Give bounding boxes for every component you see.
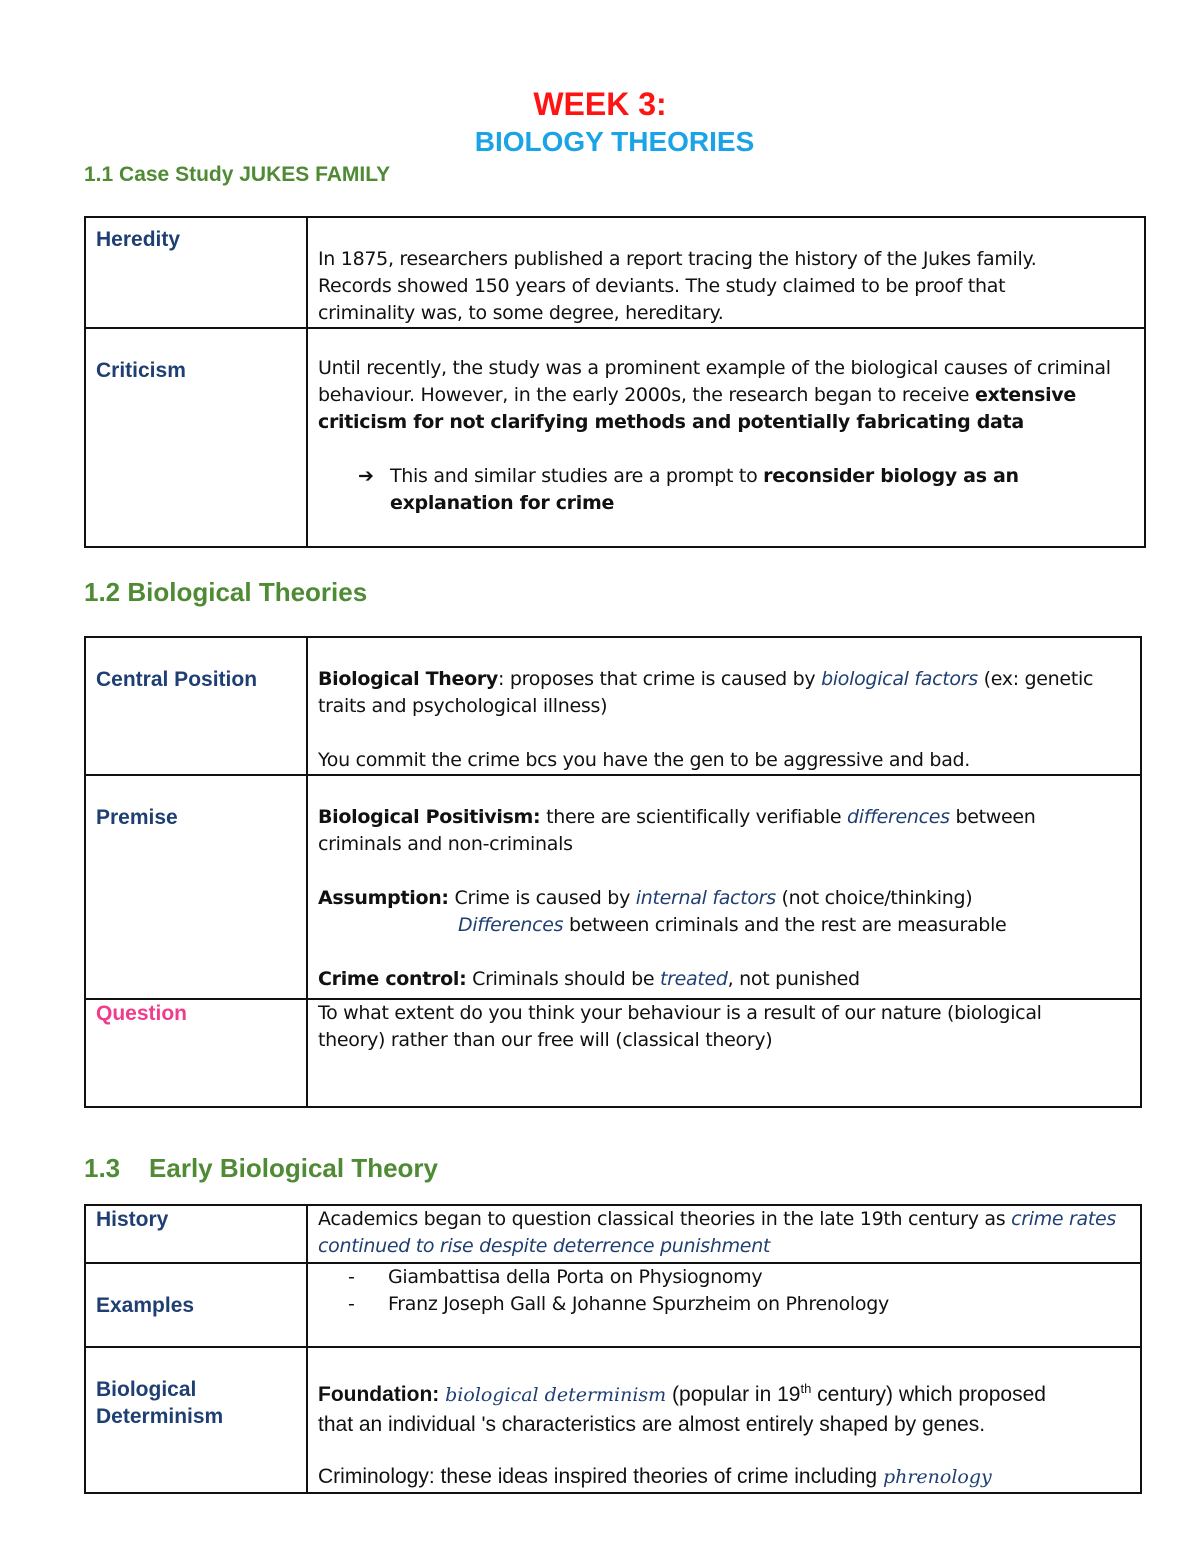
page-subtitle: BIOLOGY THEORIES (474, 126, 755, 157)
text-line: Biological Theory: proposes that crime is caused by biological factors (ex: genetic (318, 668, 1094, 690)
determinism-text (307, 1347, 1141, 1493)
row-label-premise: Premise (85, 775, 307, 999)
table-row (85, 775, 1141, 999)
text-line: that an individual 's characteristics are almost entirely shaped by genes. (318, 1413, 986, 1436)
heredity-text (307, 217, 1145, 328)
table-row (85, 1263, 1141, 1347)
text-line: Assumption: Crime is caused by internal factors (not choice/thinking) (318, 887, 973, 909)
row-label-history: History (85, 1205, 307, 1263)
list-item: - Giambattisa della Porta on Physiognomy (318, 1264, 1132, 1291)
early-biological-table (84, 1204, 1142, 1494)
central-position-text (307, 637, 1141, 775)
text-line: Biological Positivism: there are scientifically verifiable differences between (318, 806, 1036, 828)
text-line: criminals and non-criminals (318, 833, 573, 855)
label-line: Biological (96, 1378, 197, 1401)
label-line: Determinism (96, 1405, 224, 1428)
section-heading-1-2: 1.2 Biological Theories (84, 577, 368, 607)
text-line: Criminology: these ideas inspired theories of crime including phrenology (318, 1465, 992, 1488)
examples-text (307, 1263, 1141, 1347)
history-text (307, 1205, 1141, 1263)
table-row (85, 1347, 1141, 1493)
table-row (85, 217, 1145, 328)
text-line: Crime control: Criminals should be treated, not punished (318, 968, 860, 990)
page-title: WEEK 3: (533, 86, 667, 122)
question-text (307, 999, 1141, 1107)
text-line: Until recently, the study was a prominent example of the biological causes of criminal (318, 357, 1111, 379)
row-label-examples: Examples (85, 1263, 307, 1347)
text-line: theory) rather than our free will (classical theory) (318, 1029, 773, 1051)
examples-list (318, 1264, 1132, 1318)
text-line: criticism for not clarifying methods and potentially fabricating data (318, 411, 1024, 433)
biological-theories-table (84, 636, 1142, 1108)
criticism-text (307, 328, 1145, 547)
section-heading-1-3: 1.3 Early Biological Theory (84, 1153, 439, 1183)
text-line: You commit the crime bcs you have the gen to be aggressive and bad. (318, 749, 971, 771)
text-line: criminality was, to some degree, hereditary. (318, 302, 724, 324)
text-line: In 1875, researchers published a report tracing the history of the Jukes family. (318, 248, 1037, 270)
text-line: behaviour. However, in the early 2000s, the research began to receive extensive (318, 384, 1076, 406)
row-label-central-position: Central Position (85, 637, 307, 775)
row-label-question: Question (85, 999, 307, 1107)
arrow-bullet: ➔ This and similar studies are a prompt to reconsider biology as an explanation for crime (358, 465, 1019, 514)
table-row (85, 328, 1145, 547)
row-label-criticism: Criticism (85, 328, 307, 547)
text-line: Academics began to question classical theories in the late 19th century as crime rates (318, 1208, 1117, 1230)
text-line: To what extent do you think your behaviour is a result of our nature (biological (318, 1002, 1042, 1024)
section-heading-1-1: 1.1 Case Study JUKES FAMILY (84, 163, 391, 186)
text-line: traits and psychological illness) (318, 695, 608, 717)
text-line: continued to rise despite deterrence punishment (318, 1235, 771, 1257)
table-row (85, 637, 1141, 775)
text-line: Differences between criminals and the rest are measurable (458, 914, 1007, 936)
arrow-icon: ➔ (358, 465, 374, 487)
text-line: Foundation: biological determinism (popular in 19th century) which proposed (318, 1381, 1046, 1406)
jukes-table (84, 216, 1146, 548)
premise-text (307, 775, 1141, 999)
table-row (85, 999, 1141, 1107)
text-line: Records showed 150 years of deviants. The study claimed to be proof that (318, 275, 1006, 297)
table-row (85, 1205, 1141, 1263)
list-item: - Franz Joseph Gall & Johanne Spurzheim on Phrenology (318, 1291, 1132, 1318)
row-label-heredity: Heredity (85, 217, 307, 328)
row-label-biological-determinism (85, 1347, 307, 1493)
